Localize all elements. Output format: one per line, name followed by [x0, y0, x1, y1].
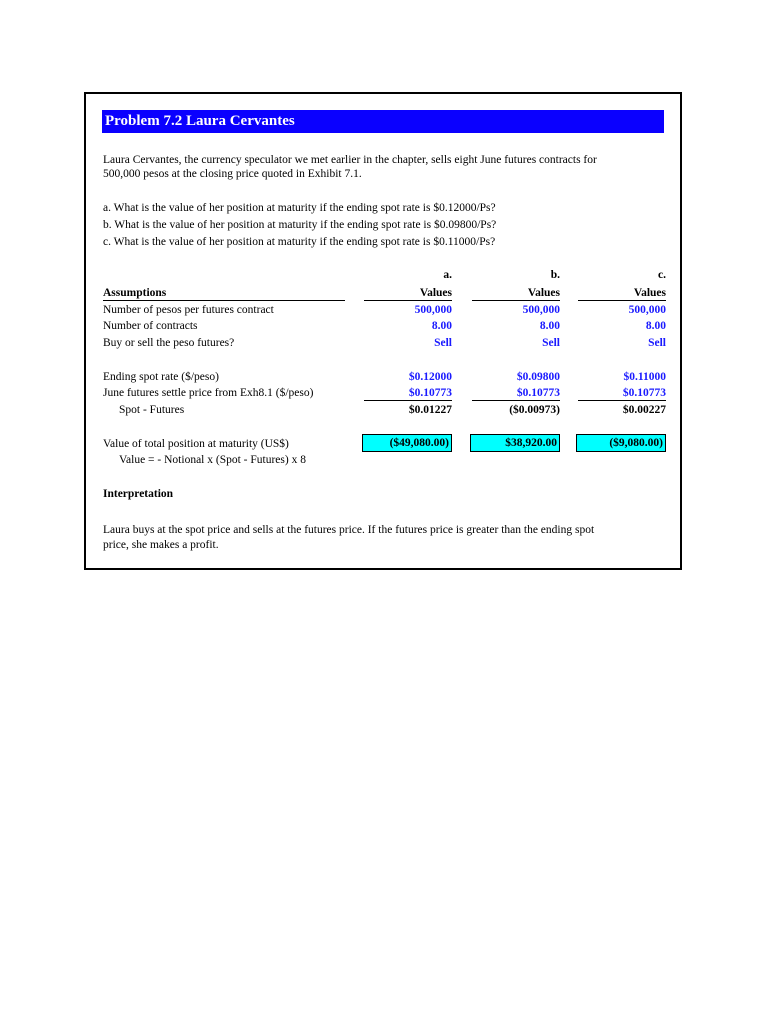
cell-futures-b: $0.10773 — [516, 387, 560, 399]
result-box-c: ($9,080.00) — [576, 434, 666, 452]
result-box-b: $38,920.00 — [470, 434, 560, 452]
cell-pesos-c: 500,000 — [628, 304, 666, 316]
cell-contracts-b: 8.00 — [539, 320, 560, 332]
row-label-ending-spot: Ending spot rate ($/peso) — [103, 371, 219, 383]
cell-buy-sell-b: Sell — [542, 337, 560, 349]
cell-buy-sell-a: Sell — [434, 337, 452, 349]
row-label-buy-sell: Buy or sell the peso futures? — [103, 337, 235, 349]
question-a: a. What is the value of her position at maturity if the ending spot rate is $0.12000/Ps? — [103, 202, 496, 214]
cell-futures-a: $0.10773 — [408, 387, 452, 399]
question-c: c. What is the value of her position at maturity if the ending spot rate is $0.11000/Ps? — [103, 236, 496, 248]
header-underline-a — [364, 300, 452, 301]
intro-line-1: Laura Cervantes, the currency speculator we met earlier in the chapter, sells eight June futures contracts for — [103, 154, 597, 166]
values-header-b: Values — [527, 287, 560, 299]
cell-contracts-c: 8.00 — [645, 320, 666, 332]
header-underline-c — [578, 300, 666, 301]
row-label-total-value: Value of total position at maturity (US$) — [103, 438, 289, 450]
assumptions-header: Assumptions — [103, 287, 167, 299]
header-underline-assumptions — [103, 300, 345, 301]
row-label-june-futures: June futures settle price from Exh8.1 ($/peso) — [103, 387, 314, 399]
cell-spot-a: $0.12000 — [408, 371, 452, 383]
intro-line-2: 500,000 pesos at the closing price quoted in Exhibit 7.1. — [103, 168, 362, 180]
row-label-num-contracts: Number of contracts — [103, 320, 198, 332]
result-box-a: ($49,080.00) — [362, 434, 452, 452]
cell-futures-c: $0.10773 — [622, 387, 666, 399]
cell-diff-a: $0.01227 — [408, 404, 452, 416]
subtotal-underline-b — [472, 400, 560, 401]
values-header-c: Values — [633, 287, 666, 299]
problem-title: Problem 7.2 Laura Cervantes — [102, 110, 664, 133]
interpretation-line-1: Laura buys at the spot price and sells at the futures price. If the futures price is greater than the ending spot — [103, 524, 595, 536]
cell-pesos-b: 500,000 — [522, 304, 560, 316]
row-label-spot-minus-futures: Spot - Futures — [119, 404, 185, 416]
header-underline-b — [472, 300, 560, 301]
cell-diff-b: ($0.00973) — [509, 404, 560, 416]
formula-note: Value = - Notional x (Spot - Futures) x 8 — [119, 454, 306, 466]
case-letter-a: a. — [443, 269, 452, 281]
cell-spot-c: $0.11000 — [623, 371, 666, 383]
question-b: b. What is the value of her position at maturity if the ending spot rate is $0.09800/Ps? — [103, 219, 497, 231]
cell-buy-sell-c: Sell — [648, 337, 666, 349]
row-label-pesos-per-contract: Number of pesos per futures contract — [103, 304, 274, 316]
cell-spot-b: $0.09800 — [516, 371, 560, 383]
values-header-a: Values — [419, 287, 452, 299]
interpretation-line-2: price, she makes a profit. — [103, 539, 219, 551]
case-letter-b: b. — [550, 269, 560, 281]
cell-diff-c: $0.00227 — [622, 404, 666, 416]
subtotal-underline-a — [364, 400, 452, 401]
case-letter-c: c. — [658, 269, 666, 281]
subtotal-underline-c — [578, 400, 666, 401]
interpretation-heading: Interpretation — [103, 488, 174, 500]
cell-contracts-a: 8.00 — [431, 320, 452, 332]
cell-pesos-a: 500,000 — [414, 304, 452, 316]
